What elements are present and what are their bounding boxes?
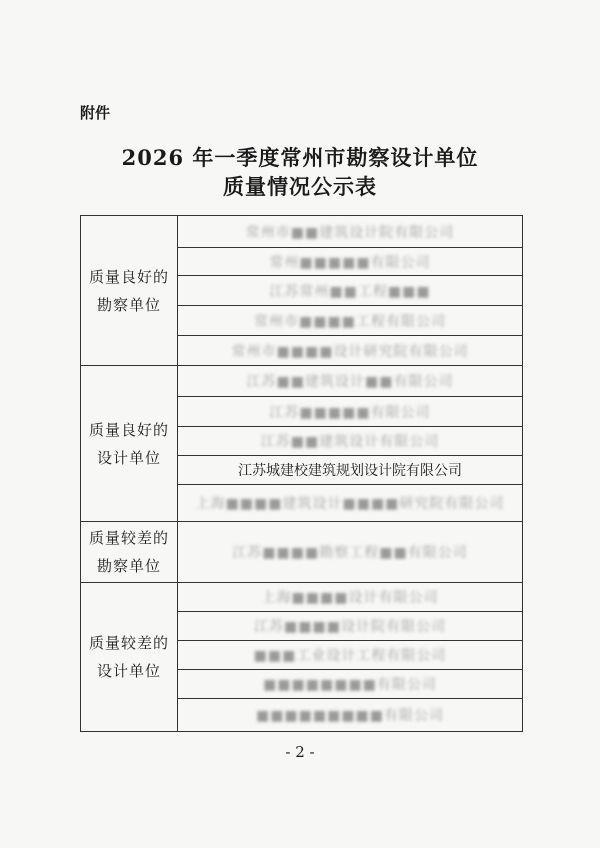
quality-publication-table	[80, 215, 523, 732]
unit-name-redacted: ■■■■■■■■■有限公司	[255, 708, 445, 724]
category-cell	[81, 216, 178, 366]
table-row	[81, 522, 523, 583]
unit-cell	[178, 456, 523, 485]
table-body	[81, 216, 523, 732]
document-title-line2: 质量情况公示表	[223, 174, 377, 199]
document-title-line1: 2026 年一季度常州市勘察设计单位	[121, 145, 479, 170]
category-label-line: 勘察单位	[96, 295, 161, 314]
category-cell	[81, 583, 178, 732]
unit-cell	[178, 641, 523, 670]
page-number: - 2 -	[285, 743, 315, 761]
unit-cell	[178, 366, 523, 397]
category-label-line: 质量良好的	[88, 420, 169, 439]
unit-cell	[178, 276, 523, 306]
unit-cell	[178, 522, 523, 583]
unit-cell	[178, 336, 523, 366]
unit-name-redacted: 常州市■■建筑设计院有限公司	[245, 224, 455, 241]
unit-name-redacted: 常州市■■■■工程有限公司	[254, 313, 446, 330]
unit-name-redacted: 上海■■■■建筑设计■■■■研究院有限公司	[195, 496, 505, 512]
category-label-line: 质量较差的	[88, 529, 169, 547]
unit-name-redacted: 江苏■■■■设计院有限公司	[254, 619, 446, 635]
unit-cell	[178, 612, 523, 641]
unit-cell	[178, 485, 523, 522]
unit-cell	[178, 583, 523, 612]
unit-cell	[178, 699, 523, 732]
table-row	[81, 366, 523, 397]
category-label-line: 勘察单位	[96, 557, 161, 575]
unit-cell	[178, 216, 523, 248]
category-label-line: 设计单位	[96, 662, 161, 680]
unit-name-redacted: 常州■■■■■有限公司	[269, 254, 431, 271]
table-row	[81, 216, 523, 248]
unit-cell	[178, 397, 523, 427]
unit-name-redacted: 常州市■■■■设计研究院有限公司	[231, 343, 469, 360]
unit-cell	[178, 427, 523, 456]
unit-name-redacted: 江苏■■■■勘察工程■■有限公司	[232, 545, 468, 561]
category-label-line: 质量良好的	[88, 267, 169, 286]
unit-cell	[178, 670, 523, 699]
unit-name-redacted: ■■■工业设计工程有限公司	[253, 648, 447, 664]
unit-name: 江苏城建校建筑规划设计院有限公司	[238, 463, 462, 479]
unit-name-redacted: 江苏■■建筑设计■■有限公司	[246, 374, 454, 390]
unit-name-redacted: ■■■■■■■■有限公司	[263, 677, 437, 693]
annex-label: 附件	[80, 104, 111, 122]
category-label-line: 质量较差的	[88, 634, 169, 652]
category-label-line: 设计单位	[96, 448, 161, 467]
unit-name-redacted: 江苏■■建筑设计有限公司	[260, 434, 440, 450]
unit-cell	[178, 306, 523, 336]
unit-name-redacted: 江苏■■■■■有限公司	[269, 404, 431, 421]
unit-name-redacted: 江苏常州■■工程■■■	[269, 283, 431, 300]
category-cell	[81, 522, 178, 583]
category-cell	[81, 366, 178, 522]
unit-name-redacted: 上海■■■■设计有限公司	[261, 590, 439, 606]
table-row	[81, 583, 523, 612]
unit-cell	[178, 248, 523, 276]
